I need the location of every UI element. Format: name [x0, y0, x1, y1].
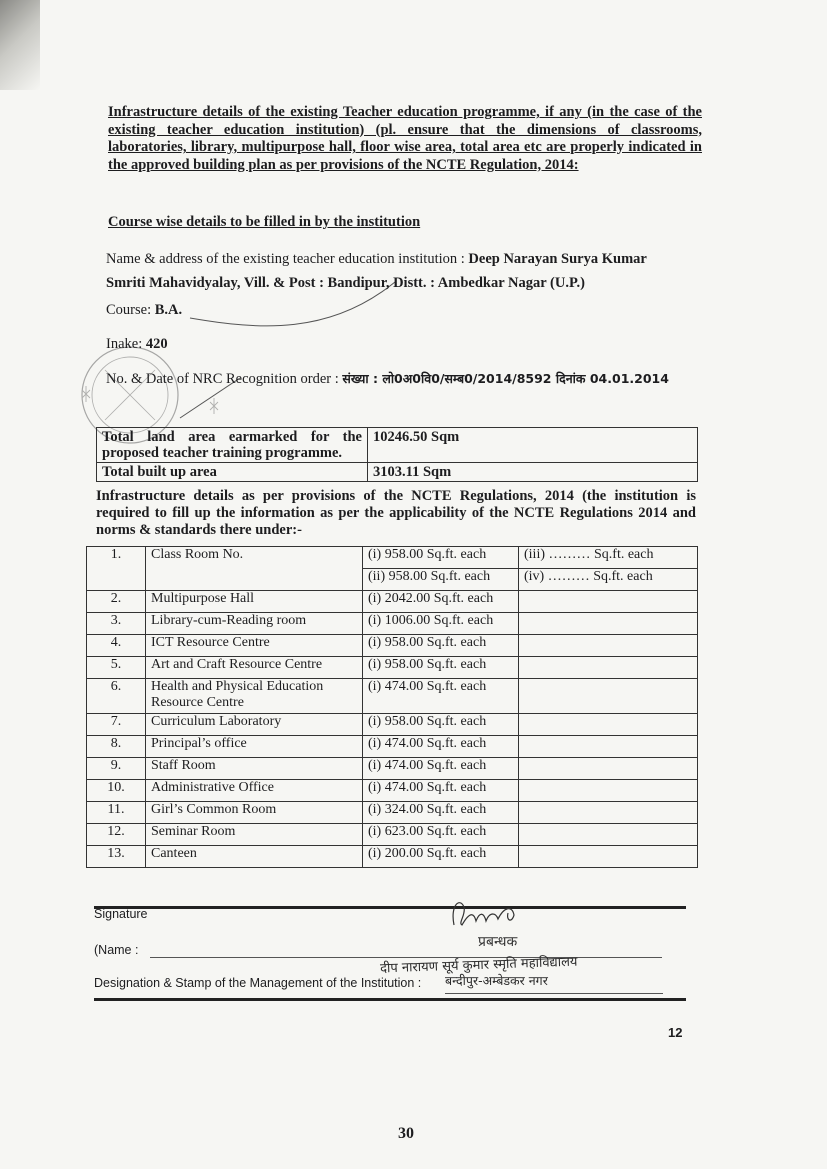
- table-row: [87, 780, 698, 802]
- row-description: Seminar Room: [146, 824, 363, 846]
- row-empty: [519, 824, 698, 846]
- row-value-extra: (iii) ……… Sq.ft. each: [519, 547, 698, 569]
- designation-label: Designation & Stamp of the Management of the Institution :: [94, 976, 422, 990]
- intake-line: [106, 336, 168, 353]
- section-heading: Infrastructure details of the existing Teacher education programme, if any (in the case of the existing teacher education institution) (pl. ensure that the dimensions of classrooms, laboratories, library, multipurpose hall, floor wise area, total area etc are properly indicated in the approved building plan as per provisions of the NCTE Regulation, 2014:: [108, 104, 702, 173]
- row-empty: [519, 591, 698, 613]
- table-row: [87, 591, 698, 613]
- table-row: [97, 428, 698, 463]
- row-value: (ii) 958.00 Sq.ft. each: [363, 569, 519, 591]
- handwritten-signature-icon: [448, 895, 528, 935]
- row-value: (i) 474.00 Sq.ft. each: [363, 758, 519, 780]
- row-value: (i) 474.00 Sq.ft. each: [363, 679, 519, 714]
- row-value: (i) 958.00 Sq.ft. each: [363, 714, 519, 736]
- table-row: [97, 463, 698, 482]
- footer-number: 30: [398, 1125, 414, 1142]
- row-number: 2.: [87, 591, 146, 613]
- row-description: Library-cum-Reading room: [146, 613, 363, 635]
- row-value: (i) 474.00 Sq.ft. each: [363, 736, 519, 758]
- row-value: (i) 200.00 Sq.ft. each: [363, 846, 519, 868]
- table-row: [87, 547, 698, 569]
- row-description: Staff Room: [146, 758, 363, 780]
- row-description: Class Room No.: [146, 547, 363, 591]
- stamp-line-2: बन्दीपुर-अम्बेडकर नगर: [445, 973, 548, 988]
- institution-label: Name & address of the existing teacher education institution :: [106, 251, 465, 267]
- row-number: 8.: [87, 736, 146, 758]
- row-number: 10.: [87, 780, 146, 802]
- row-number: 7.: [87, 714, 146, 736]
- table-row: [87, 824, 698, 846]
- land-area-table: [96, 427, 698, 482]
- row-value: (i) 958.00 Sq.ft. each: [363, 547, 519, 569]
- table-row: [87, 758, 698, 780]
- institution-name-part1: Deep Narayan Surya Kumar: [468, 251, 647, 267]
- row-empty: [519, 635, 698, 657]
- row-number: 4.: [87, 635, 146, 657]
- row-empty: [519, 736, 698, 758]
- row-description: Curriculum Laboratory: [146, 714, 363, 736]
- row-description: Principal’s office: [146, 736, 363, 758]
- institution-line: [106, 251, 647, 268]
- course-value: B.A.: [154, 302, 183, 318]
- row-description: Girl’s Common Room: [146, 802, 363, 824]
- row-empty: [519, 780, 698, 802]
- designation-underline: [445, 993, 663, 994]
- row-empty: [519, 714, 698, 736]
- section-subheading: Course wise details to be filled in by the institution: [108, 214, 421, 230]
- handwritten-title: प्रबन्धक: [478, 934, 518, 950]
- row-empty: [519, 613, 698, 635]
- row-empty: [519, 802, 698, 824]
- infrastructure-table: [86, 546, 698, 868]
- row-number: 13.: [87, 846, 146, 868]
- row-value: (i) 623.00 Sq.ft. each: [363, 824, 519, 846]
- nrc-value: संख्या : लो0अ0वि0/सम्ब0/2014/8592 दिनांक 04.01.2014: [342, 371, 669, 386]
- row-description: Multipurpose Hall: [146, 591, 363, 613]
- row-number: 11.: [87, 802, 146, 824]
- row-description: Canteen: [146, 846, 363, 868]
- institution-name-part2: Smriti Mahavidyalay, Vill. & Post : Bandipur, Distt. : Ambedkar Nagar (U.P.): [106, 275, 585, 291]
- course-line: [106, 302, 182, 319]
- intake-value: 420: [145, 336, 168, 352]
- table-row: [87, 736, 698, 758]
- row-empty: [519, 758, 698, 780]
- row-number: 3.: [87, 613, 146, 635]
- row-value: (i) 324.00 Sq.ft. each: [363, 802, 519, 824]
- intake-label: Inake:: [106, 336, 143, 352]
- signature-label: Signature: [94, 907, 148, 921]
- row-value: (i) 474.00 Sq.ft. each: [363, 780, 519, 802]
- stamp-line-1: दीप नारायण सूर्य कुमार स्मृति महाविद्यालय: [379, 954, 578, 977]
- row-value: (i) 958.00 Sq.ft. each: [363, 657, 519, 679]
- row-description: Art and Craft Resource Centre: [146, 657, 363, 679]
- page-number: 12: [668, 1025, 683, 1040]
- row-description: ICT Resource Centre: [146, 635, 363, 657]
- row-empty: [519, 679, 698, 714]
- row-number: 12.: [87, 824, 146, 846]
- table-row: [87, 846, 698, 868]
- row-value: (i) 1006.00 Sq.ft. each: [363, 613, 519, 635]
- name-label: (Name :: [94, 943, 139, 957]
- signature-top-rule: [94, 906, 686, 909]
- built-up-value: 3103.11 Sqm: [368, 463, 698, 482]
- table-row: [87, 714, 698, 736]
- total-land-value: 10246.50 Sqm: [368, 428, 698, 463]
- table-row: [87, 613, 698, 635]
- pen-stroke-icon: [0, 0, 827, 420]
- built-up-label: Total built up area: [97, 463, 368, 482]
- total-land-label: Total land area earmarked for the proposed teacher training programme.: [97, 428, 368, 463]
- row-empty: [519, 846, 698, 868]
- row-value-extra: (iv) ……… Sq.ft. each: [519, 569, 698, 591]
- row-value: (i) 2042.00 Sq.ft. each: [363, 591, 519, 613]
- table-row: [87, 802, 698, 824]
- nrc-line: [106, 370, 669, 388]
- row-empty: [519, 657, 698, 679]
- provisions-text: Infrastructure details as per provisions of the NCTE Regulations, 2014 (the institution is required to fill up the information as per the applicability of the NCTE Regulations 2014 and norms & standards there under:-: [96, 488, 696, 538]
- row-number: 5.: [87, 657, 146, 679]
- row-number: 6.: [87, 679, 146, 714]
- institution-line-2: [106, 275, 585, 292]
- table-row: [87, 635, 698, 657]
- nrc-label: No. & Date of NRC Recognition order :: [106, 371, 339, 387]
- row-description: Health and Physical Education Resource Centre: [146, 679, 363, 714]
- signature-bottom-rule: [94, 998, 686, 1001]
- course-label: Course:: [106, 302, 152, 318]
- row-value: (i) 958.00 Sq.ft. each: [363, 635, 519, 657]
- row-number: 9.: [87, 758, 146, 780]
- table-row: [87, 657, 698, 679]
- row-number: 1.: [87, 547, 146, 591]
- table-row: [87, 679, 698, 714]
- row-description: Administrative Office: [146, 780, 363, 802]
